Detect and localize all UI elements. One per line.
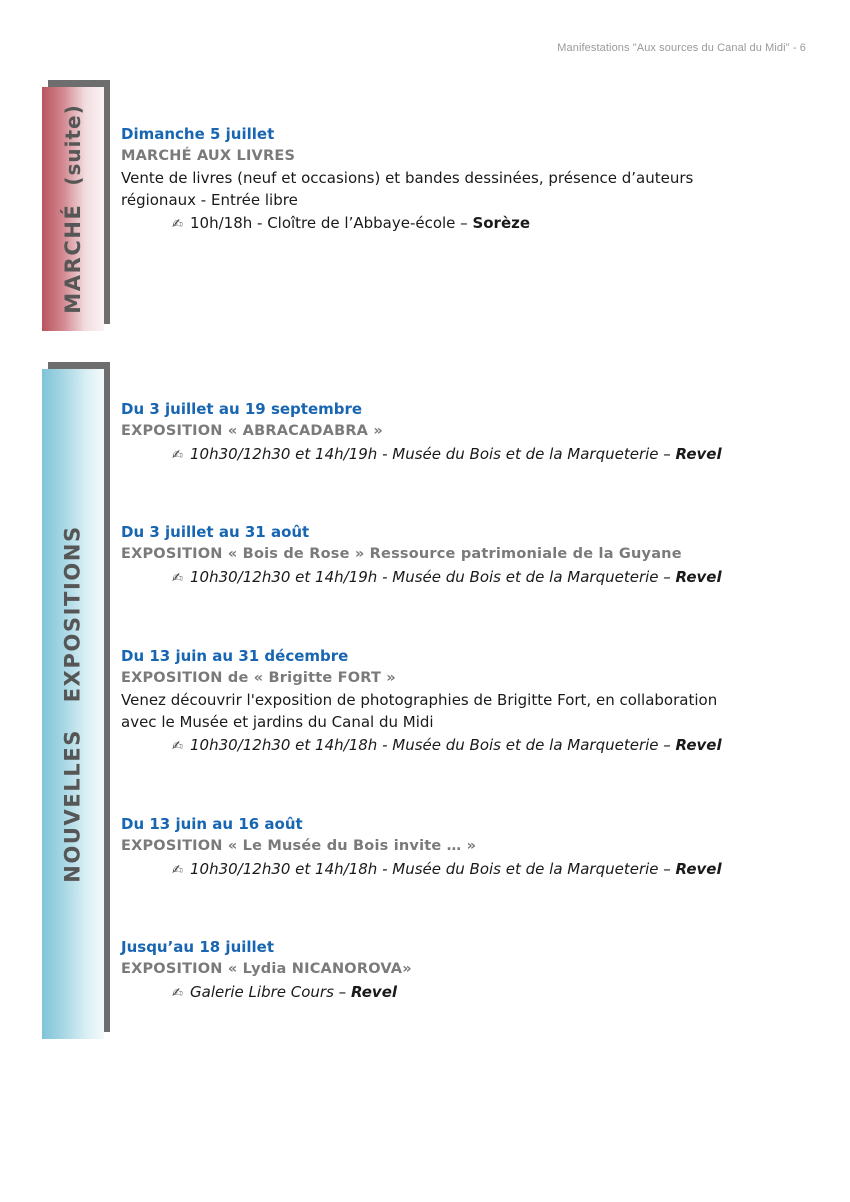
event-location bbox=[121, 211, 801, 237]
event-location bbox=[121, 733, 801, 759]
event-block bbox=[121, 521, 801, 591]
event-date: Dimanche 5 juillet bbox=[121, 125, 275, 143]
event-location bbox=[121, 980, 801, 1006]
event-location-town: Revel bbox=[675, 445, 722, 463]
event-location bbox=[121, 565, 801, 591]
hand-pointer-icon: ✍ bbox=[172, 448, 183, 463]
event-title: EXPOSITION « Le Musée du Bois invite … » bbox=[121, 838, 477, 854]
event-description: Venez découvrir l'exposition de photographies de Brigitte Fort, en collaboration bbox=[121, 691, 718, 709]
event-title: MARCHÉ AUX LIVRES bbox=[121, 148, 296, 164]
event-block bbox=[121, 123, 801, 237]
expositions-label: NOUVELLES EXPOSITIONS bbox=[61, 525, 86, 883]
marche-label: MARCHÉ bbox=[61, 203, 85, 314]
marche-section-label bbox=[61, 104, 85, 314]
page-header: Manifestations "Aux sources du Canal du Midi" - 6 bbox=[557, 42, 806, 54]
event-location-town: Revel bbox=[675, 568, 722, 586]
event-date: Du 3 juillet au 31 août bbox=[121, 523, 310, 541]
event-location-town: Revel bbox=[675, 860, 722, 878]
event-description: régionaux - Entrée libre bbox=[121, 191, 298, 209]
marche-section-tab bbox=[42, 87, 104, 331]
event-location-town: Revel bbox=[350, 983, 398, 1001]
event-description: avec le Musée et jardins du Canal du Midi bbox=[121, 713, 434, 731]
event-date: Du 13 juin au 31 décembre bbox=[121, 647, 349, 665]
event-location-text: 10h30/12h30 et 14h/19h - Musée du Bois et de la Marqueterie – bbox=[190, 568, 676, 586]
event-title: EXPOSITION « Lydia NICANOROVA» bbox=[121, 961, 412, 977]
hand-pointer-icon: ✍ bbox=[172, 739, 183, 754]
event-location bbox=[121, 857, 801, 883]
event-location-text: 10h30/12h30 et 14h/18h - Musée du Bois et de la Marqueterie – bbox=[190, 860, 676, 878]
event-location-text: 10h/18h - Cloître de l’Abbaye-école – bbox=[190, 214, 473, 232]
event-block bbox=[121, 645, 801, 759]
event-date: Du 13 juin au 16 août bbox=[121, 815, 303, 833]
event-location-town: Sorèze bbox=[472, 214, 531, 232]
event-location bbox=[121, 442, 801, 468]
expositions-section-tab bbox=[42, 369, 104, 1039]
event-location-text: 10h30/12h30 et 14h/19h - Musée du Bois et de la Marqueterie – bbox=[190, 445, 676, 463]
hand-pointer-icon: ✍ bbox=[172, 863, 183, 878]
event-description: Vente de livres (neuf et occasions) et bandes dessinées, présence d’auteurs bbox=[121, 169, 694, 187]
event-location-text: 10h30/12h30 et 14h/18h - Musée du Bois et de la Marqueterie – bbox=[190, 736, 676, 754]
hand-pointer-icon: ✍ bbox=[172, 986, 183, 1001]
event-block bbox=[121, 813, 801, 883]
marche-suffix: (suite) bbox=[61, 104, 85, 186]
event-block bbox=[121, 936, 801, 1006]
event-title: EXPOSITION de « Brigitte FORT » bbox=[121, 670, 396, 686]
event-location-town: Revel bbox=[675, 736, 722, 754]
event-block bbox=[121, 398, 801, 468]
event-date: Jusqu’au 18 juillet bbox=[121, 938, 275, 956]
event-title: EXPOSITION « ABRACADABRA » bbox=[121, 423, 383, 439]
event-location-text: Galerie Libre Cours – bbox=[190, 983, 351, 1001]
hand-pointer-icon: ✍ bbox=[172, 217, 183, 232]
hand-pointer-icon: ✍ bbox=[172, 571, 183, 586]
event-date: Du 3 juillet au 19 septembre bbox=[121, 400, 363, 418]
event-title: EXPOSITION « Bois de Rose » Ressource patrimoniale de la Guyane bbox=[121, 546, 682, 562]
